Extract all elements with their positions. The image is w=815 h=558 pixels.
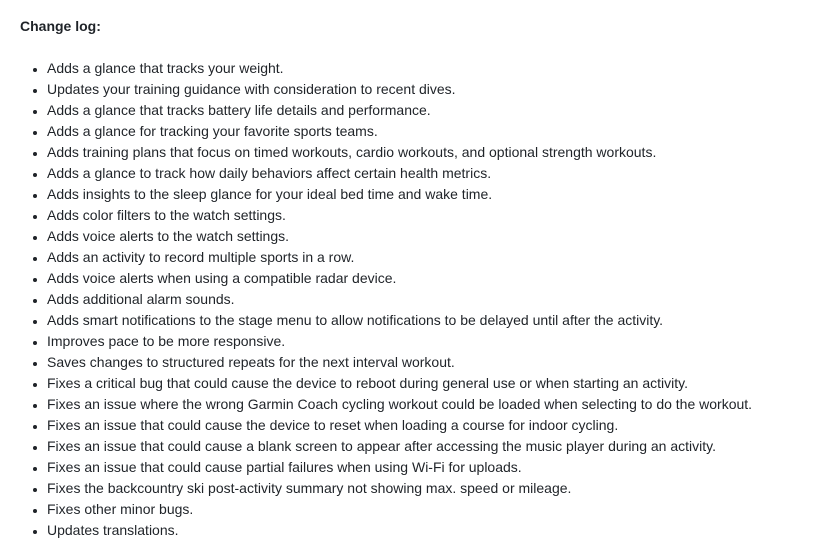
list-item: • Adds training plans that focus on timed workouts, cardio workouts, and optional strength workouts.	[47, 142, 795, 163]
list-item: • Adds color filters to the watch settings.	[47, 205, 795, 226]
list-item: • Improves pace to be more responsive.	[47, 331, 795, 352]
list-item: • Updates your training guidance with consideration to recent dives.	[47, 79, 795, 100]
list-item: • Adds insights to the sleep glance for your ideal bed time and wake time.	[47, 184, 795, 205]
list-item: • Saves changes to structured repeats for the next interval workout.	[47, 352, 795, 373]
list-item: • Fixes an issue that could cause the device to reset when loading a course for indoor cycling.	[47, 415, 795, 436]
list-item: • Adds voice alerts to the watch settings.	[47, 226, 795, 247]
list-item: • Adds a glance that tracks your weight.	[47, 58, 795, 79]
change-log-heading: Change log:	[20, 18, 101, 34]
list-item: • Adds a glance for tracking your favorite sports teams.	[47, 121, 795, 142]
list-item: • Fixes an issue that could cause a blank screen to appear after accessing the music player during an activity.	[47, 436, 795, 457]
list-item: • Adds additional alarm sounds.	[47, 289, 795, 310]
list-item: • Fixes a critical bug that could cause the device to reboot during general use or when starting an activity.	[47, 373, 795, 394]
list-item: • Adds a glance to track how daily behaviors affect certain health metrics.	[47, 163, 795, 184]
list-item: • Updates translations.	[47, 520, 795, 541]
list-item: • Fixes an issue where the wrong Garmin Coach cycling workout could be loaded when selecting to do the workout.	[47, 394, 795, 415]
list-item: • Fixes other minor bugs.	[47, 499, 795, 520]
list-item: • Adds a glance that tracks battery life details and performance.	[47, 100, 795, 121]
list-item: • Fixes the backcountry ski post-activity summary not showing max. speed or mileage.	[47, 478, 795, 499]
list-item: • Adds voice alerts when using a compatible radar device.	[47, 268, 795, 289]
list-item: • Adds an activity to record multiple sports in a row.	[47, 247, 795, 268]
list-item: • Adds smart notifications to the stage menu to allow notifications to be delayed until after the activity.	[47, 310, 795, 331]
change-log-list	[20, 58, 795, 541]
list-item: • Fixes an issue that could cause partial failures when using Wi-Fi for uploads.	[47, 457, 795, 478]
